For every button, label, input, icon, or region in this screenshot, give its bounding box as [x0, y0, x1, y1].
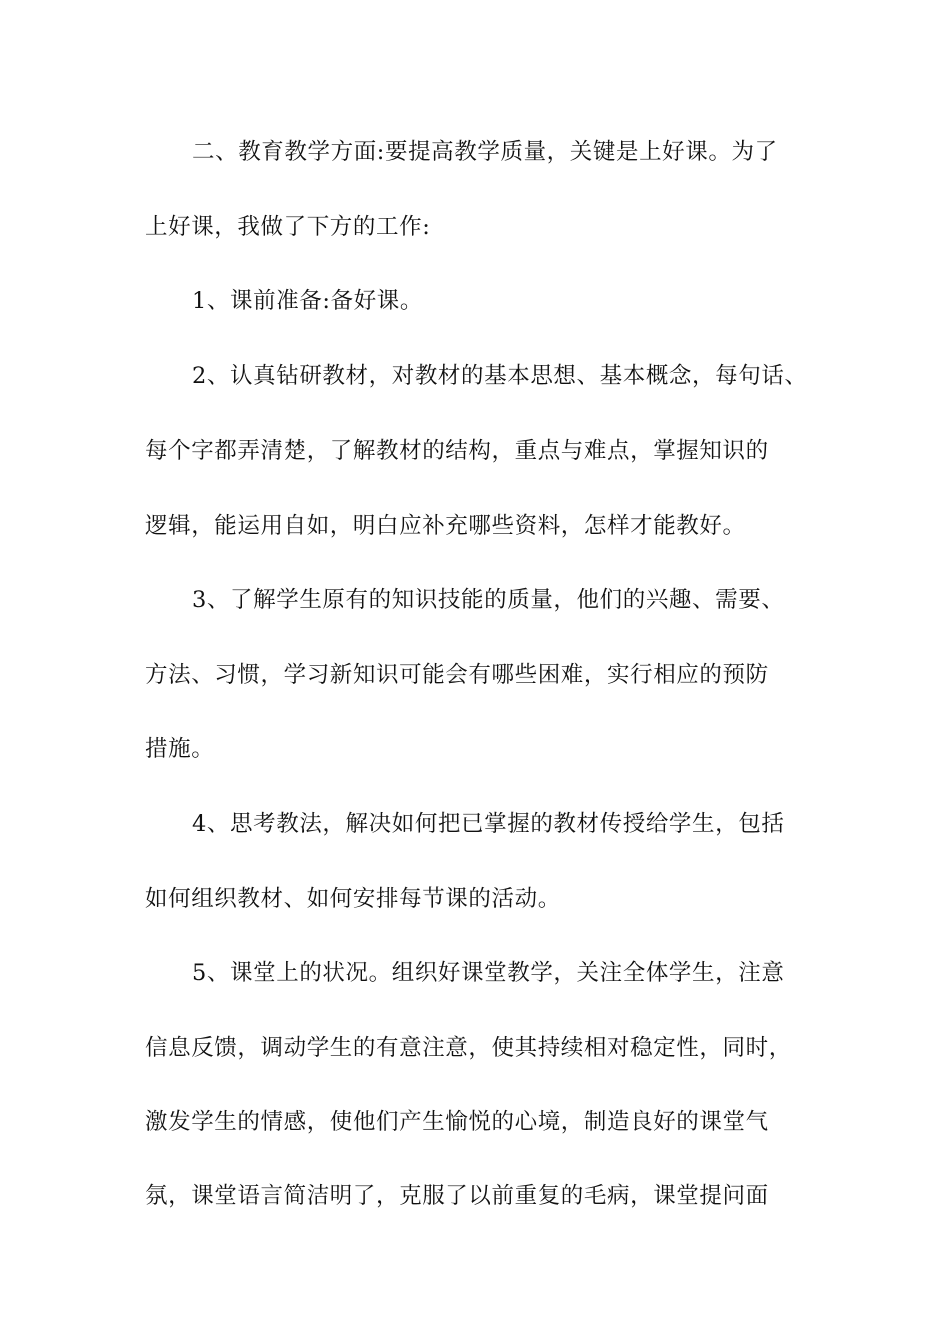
text-line: 2、认真钻研教材，对教材的基本思想、基本概念，每句话、: [192, 363, 808, 389]
text-line: 逻辑，能运用自如，明白应补充哪些资料，怎样才能教好。: [145, 513, 746, 539]
text-line: 每个字都弄清楚，了解教材的结构，重点与难点，掌握知识的: [145, 438, 769, 464]
text-line: 氛，课堂语言简洁明了，克服了以前重复的毛病，课堂提问面: [145, 1183, 769, 1209]
text-line: 3、了解学生原有的知识技能的质量，他们的兴趣、需要、: [192, 587, 785, 613]
text-line: 信息反馈，调动学生的有意注意，使其持续相对稳定性，同时，: [145, 1035, 792, 1061]
text-line: 1、课前准备:备好课。: [192, 288, 423, 314]
text-line: 5、课堂上的状况。组织好课堂教学，关注全体学生，注意: [192, 960, 785, 986]
text-line: 上好课，我做了下方的工作:: [145, 214, 431, 240]
text-line: 二、教育教学方面:要提高教学质量，关键是上好课。为了: [192, 139, 778, 165]
text-line: 激发学生的情感，使他们产生愉悦的心境，制造良好的课堂气: [145, 1109, 769, 1135]
text-line: 如何组织教材、如何安排每节课的活动。: [145, 886, 561, 912]
text-line: 方法、习惯，学习新知识可能会有哪些困难，实行相应的预防: [145, 662, 769, 688]
text-line: 4、思考教法，解决如何把已掌握的教材传授给学生，包括: [192, 811, 785, 837]
text-line: 措施。: [145, 736, 215, 762]
